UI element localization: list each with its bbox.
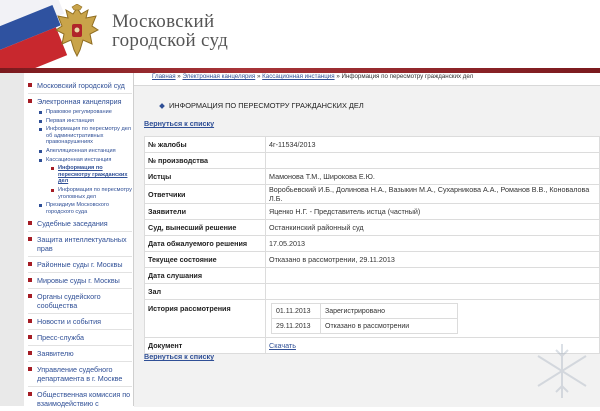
table-row [145,153,600,169]
table-row [145,236,600,252]
sidebar-item-moscow-court[interactable]: Московский городской суд [28,81,132,94]
field-label: Дата обжалуемого решения [145,236,266,252]
sidebar-item-news[interactable]: Новости и события [28,317,132,330]
field-label: Дата слушания [145,268,266,284]
bullet-icon [39,111,42,114]
history-date: 01.11.2013 [272,304,321,319]
site-title-line2: городской суд [112,30,229,51]
sidebar-subitem-first-instance[interactable]: Первая инстанция [28,118,132,125]
coat-of-arms-icon[interactable] [52,4,102,60]
table-row [145,185,600,204]
bullet-icon [39,204,42,207]
field-label: История рассмотрения [145,300,266,338]
field-value: Останкинский районный суд [266,220,600,236]
bullet-icon [28,278,32,282]
field-label: Заявители [145,204,266,220]
bullet-icon [28,294,32,298]
history-status: Отказано в рассмотрении [321,319,458,334]
download-link[interactable]: Скачать [269,341,296,350]
field-label: Документ [145,338,266,354]
bullet-icon [28,262,32,266]
history-row [272,319,458,334]
bullet-icon [28,392,32,396]
sidebar-subitem-presidium[interactable]: Президиум Московского городского суда [28,202,132,215]
back-to-list-link[interactable]: Вернуться к списку [144,119,215,128]
field-label: Суд, вынесший решение [145,220,266,236]
breadcrumb-current: Информация по пересмотру гражданских дел [341,73,474,80]
field-label: № жалобы [145,137,266,153]
bullet-icon [28,83,32,87]
bullet-icon [28,237,32,241]
field-value [266,268,600,284]
breadcrumb: Главная » Электронная канцелярия » Кассационная инстанция » Информация по пересмотру гражданских дел [152,73,474,80]
sidebar-item-magistrate-courts[interactable]: Мировые суды г. Москвы [28,276,132,289]
breadcrumb-home[interactable]: Главная [152,73,176,80]
bullet-icon [51,167,54,170]
sidebar-item-public-commission[interactable]: Общественная комиссия по взаимодействию с [28,390,132,408]
field-label: Ответчики [145,185,266,204]
bullet-icon [39,128,42,131]
site-title-line1: Московский [112,11,215,32]
table-row [145,220,600,236]
history-cell [266,300,600,338]
breadcrumb-cassation[interactable]: Кассационная инстанция [262,73,335,80]
sidebar-item-press[interactable]: Пресс-служба [28,333,132,346]
field-value: Воробьевский И.Б., Долинова Н.А., Вазыкин М.А., Сухарникова А.А., Романов В.В., Коновалова Л.Б. [266,185,600,204]
table-row [145,137,600,153]
history-status: Зарегистрировано [321,304,458,319]
sidebar-item-e-office[interactable]: Электронная канцелярия [28,97,132,106]
site-title[interactable] [112,12,228,50]
sidebar-subitem-appeal[interactable]: Апелляционная инстанция [28,148,132,155]
sidebar-subitem-cassation[interactable]: Кассационная инстанция [28,157,132,164]
field-value: Отказано в рассмотрении, 29.11.2013 [266,252,600,268]
sidebar-item-district-courts[interactable]: Районные суды г. Москвы [28,260,132,273]
field-value: 17.05.2013 [266,236,600,252]
bullet-icon [28,351,32,355]
breadcrumb-e-office[interactable]: Электронная канцелярия [182,73,256,80]
sidebar-subsubitem-criminal-cases[interactable]: Информация по пересмотру уголовных дел [28,187,132,200]
snowflake-watermark-icon [526,340,598,402]
bullet-icon [28,221,32,225]
table-row [145,204,600,220]
bullet-icon [39,159,42,162]
table-row [145,169,600,185]
field-label: № производства [145,153,266,169]
table-row [145,284,600,300]
field-value [266,284,600,300]
sidebar-item-judicial-bodies[interactable]: Органы судейского сообщества [28,292,132,314]
table-row [145,252,600,268]
history-row [272,304,458,319]
table-row [145,300,600,338]
field-value: Мамонова Т.М., Широкова Е.Ю. [266,169,600,185]
field-value [266,153,600,169]
case-details-table [144,136,600,354]
field-value: Яценко Н.Г. - Представитель истца (частный) [266,204,600,220]
site-header [0,0,600,68]
sidebar [0,73,134,409]
back-to-list-link-bottom[interactable]: Вернуться к списку [144,352,215,361]
bullet-icon [28,99,32,103]
sidebar-subsubitem-civil-cases[interactable]: Информация по пересмотру гражданских дел [28,165,132,185]
sidebar-item-hearings[interactable]: Судебные заседания [28,219,132,232]
diamond-icon [159,103,165,109]
bullet-icon [28,367,32,371]
field-label: Зал [145,284,266,300]
sidebar-subitem-admin-review[interactable]: Информация по пересмотру дел об административных правонарушениях [28,126,132,146]
sidebar-item-department[interactable]: Управление судебного департамента в г. Москве [28,365,132,387]
field-label: Текущее состояние [145,252,266,268]
sidebar-subitem-legal[interactable]: Правовое регулирование [28,109,132,116]
table-row [145,268,600,284]
sidebar-menu [28,81,132,411]
bullet-icon [51,189,54,192]
history-table [271,303,458,334]
bullet-icon [39,120,42,123]
sidebar-item-applicant[interactable]: Заявителю [28,349,132,362]
bullet-icon [39,150,42,153]
bullet-icon [28,335,32,339]
sidebar-strip [0,73,24,406]
page-title: ИНФОРМАЦИЯ ПО ПЕРЕСМОТРУ ГРАЖДАНСКИХ ДЕЛ [160,101,364,110]
history-date: 29.11.2013 [272,319,321,334]
field-label: Истцы [145,169,266,185]
bullet-icon [28,319,32,323]
field-value: 4г-11534/2013 [266,137,600,153]
sidebar-item-ip-rights[interactable]: Защита интеллектуальных прав [28,235,132,257]
